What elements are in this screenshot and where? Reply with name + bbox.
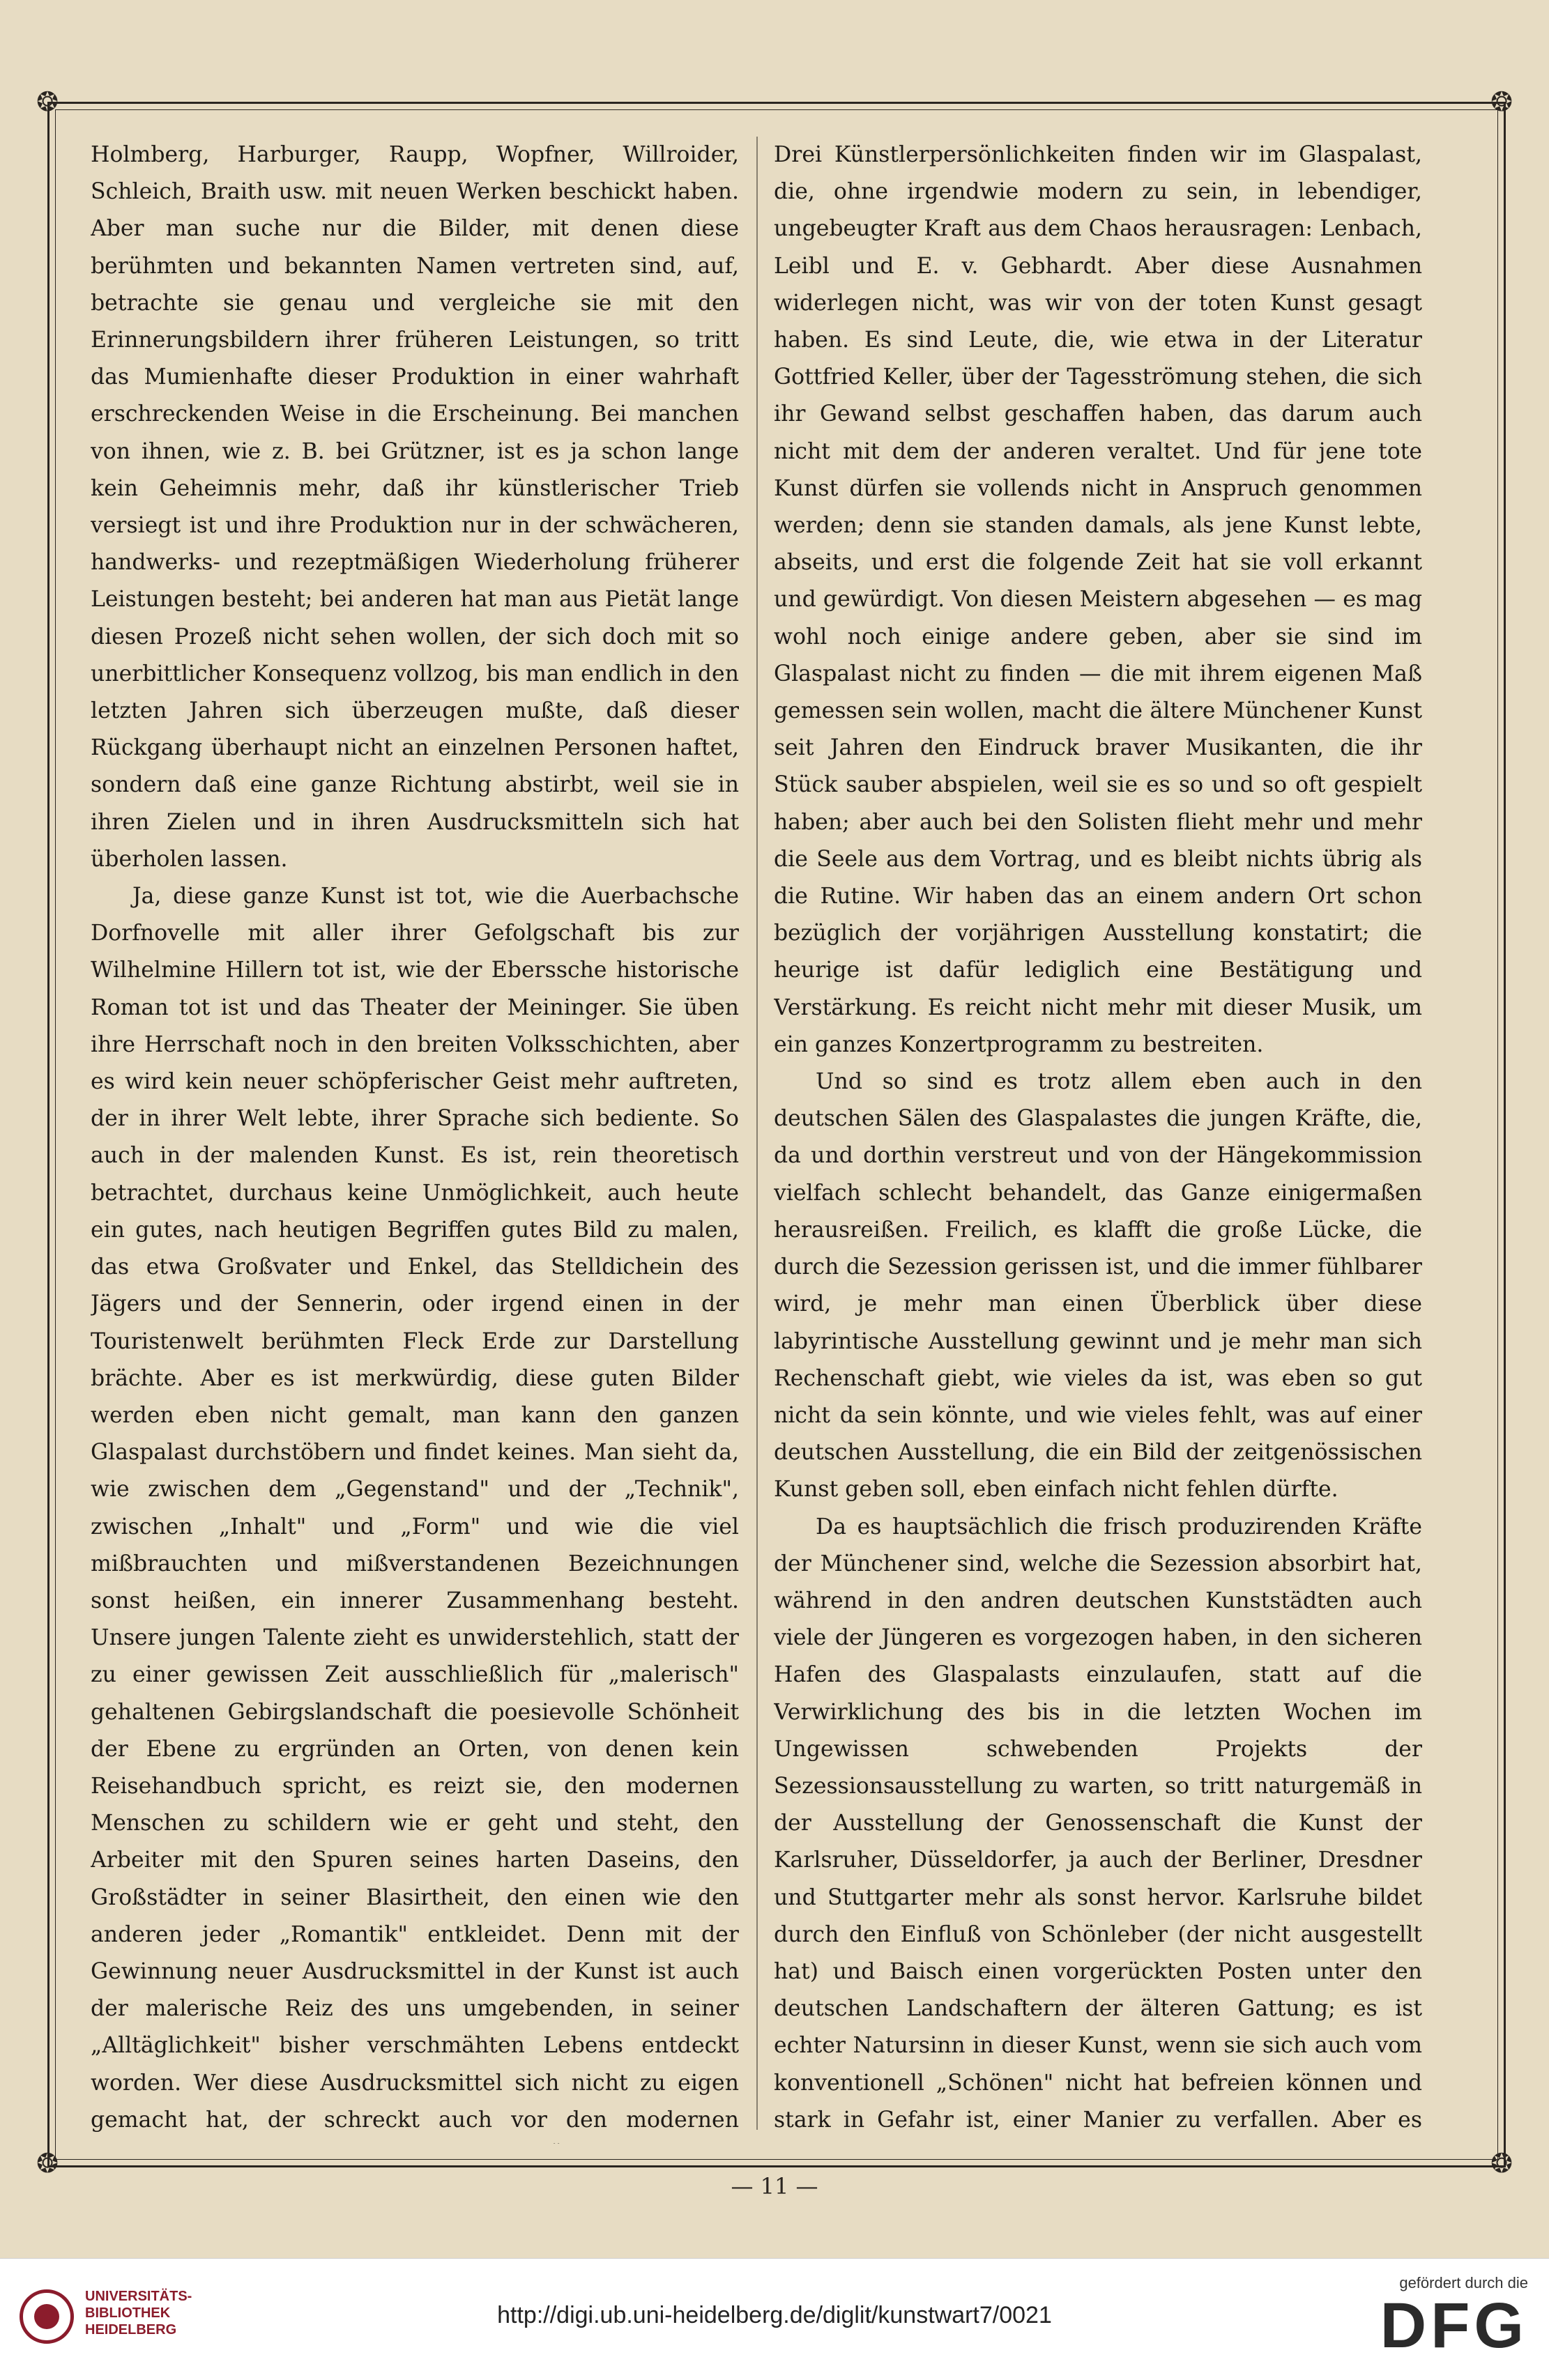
corner-ornament-icon: ❂ (1490, 2148, 1513, 2179)
paragraph: Holmberg, Harburger, Raupp, Wopfner, Willroider, Schleich, Braith usw. mit neuen Werken beschickt haben. Aber man suche nur die Bilder, mit denen diese berühmten und bekannten Namen vertreten sind, auf, betrachte sie genau und vergleiche sie mit den Erinnerungsbildern ihrer früheren Leistungen, so tritt das Mumienhafte dieser Produktion in einer wahrhaft erschreckenden Weise in die Erscheinung. Bei manchen von ihnen, wie z. B. bei Grützner, ist es ja schon lange kein Geheimnis mehr, daß ihr künstlerischer Trieb versiegt ist und ihre Produktion nur in der schwächeren, handwerks- und rezeptmäßigen Wiederholung früherer Leistungen besteht; bei anderen hat man aus Pietät lange diesen Prozeß nicht sehen wollen, der sich doch mit so unerbittlicher Konsequenz vollzog, bis man endlich in den letzten Jahren sich überzeugen mußte, daß dieser Rückgang überhaupt nicht an einzelnen Personen haftet, sondern daß eine ganze Richtung abstirbt, weil sie in ihren Zielen und in ihren Ausdrucksmitteln sich hat überholen lassen. (91, 142, 739, 872)
page-number: — 11 — (731, 2173, 818, 2199)
column-divider (756, 137, 758, 2130)
funding-caption: gefördert durch die (1399, 2274, 1528, 2291)
left-text-column (91, 137, 739, 2144)
library-name: UNIVERSITÄTS- BIBLIOTHEK HEIDELBERG (85, 2289, 192, 2337)
digitization-footer (0, 2258, 1549, 2380)
paragraph: Drei Künstlerpersönlichkeiten finden wir im Glaspalast, die, ohne irgendwie modern zu sein, in lebendiger, ungebeugter Kraft aus dem Chaos herausragen: Lenbach, Leibl und E. v. Gebhardt. Aber diese Ausnahmen widerlegen nicht, was wir von der toten Kunst gesagt haben. Es sind Leute, die, wie etwa in der Literatur Gottfried Keller, über der Tagesströmung stehen, die sich ihr Gewand selbst geschaffen haben, das darum auch nicht mit dem der anderen veraltet. Und für jene tote Kunst dürfen sie vollends nicht in Anspruch genommen werden; denn sie standen damals, als jene Kunst lebte, abseits, und erst die folgende Zeit hat sie voll erkannt und gewürdigt. Von diesen Meistern abgesehen — es mag wohl noch einige andere geben, aber sie sind im Glaspalast nicht zu finden — die mit ihrem eigenen Maß gemessen sein wollen, macht die ältere Münchener Kunst seit Jahren den Eindruck braver Musikanten, die ihr Stück sauber abspielen, weil sie es so und so oft gespielt haben; aber auch bei den Solisten flieht mehr und mehr die Seele aus dem Vortrag, und es bleibt nichts übrig als die Rutine. Wir haben das an einem andern Ort schon bezüglich der vorjährigen Ausstellung konstatirt; die heurige ist dafür lediglich eine Bestätigung und Verstärkung. Es reicht nicht mehr mit dieser Musik, um ein ganzes Konzertprogramm zu bestreiten. (774, 142, 1422, 1057)
paragraph: Ja, diese ganze Kunst ist tot, wie die Auerbachsche Dorfnovelle mit aller ihrer Gefolgschaft bis zur Wilhelmine Hillern tot ist, wie der Eberssche historische Roman tot ist und das Theater der Meininger. Sie üben ihre Herrschaft noch in den breiten Volksschichten, aber es wird kein neuer schöpferischer Geist mehr auftreten, der in ihrer Welt lebte, ihrer Sprache sich bediente. So auch in der malenden Kunst. Es ist, rein theoretisch betrachtet, durchaus keine Unmöglichkeit, auch heute ein gutes, nach heutigen Begriffen gutes Bild zu malen, das etwa Großvater und Enkel, das Stelldichein des Jägers und der Sennerin, oder irgend einen in der Touristenwelt berühmten Fleck Erde zur Darstellung brächte. Aber es ist merkwürdig, diese guten Bilder werden eben nicht gemalt, man kann den ganzen Glaspalast durchstöbern und findet keines. Man sieht da, wie zwischen dem „Gegenstand" und der „Technik", zwischen „Inhalt" und „Form" und wie die viel mißbrauchten und mißverstandenen Bezeichnungen sonst heißen, ein innerer Zusammenhang besteht. Unsere jungen Talente zieht es unwiderstehlich, statt der zu einer gewissen Zeit ausschließlich für „malerisch" gehaltenen Gebirgslandschaft die poesievolle Schönheit der Ebene zu ergründen an Orten, von denen kein Reisehandbuch spricht, es reizt sie, den modernen Menschen zu schildern wie er geht und steht, den Arbeiter mit den Spuren seines harten Daseins, den Großstädter in seiner Blasirtheit, den einen wie den anderen jeder „Romantik" entkleidet. Denn mit der Gewinnung neuer Ausdrucksmittel in der Kunst ist auch der malerische Reiz des uns umgebenden, in seiner „Alltäglichkeit" bisher verschmähten Lebens entdeckt worden. Wer diese Ausdrucksmittel sich nicht zu eigen gemacht hat, der schreckt auch vor den modernen (91, 884, 739, 2133)
corner-ornament-icon: ❂ (36, 86, 59, 117)
corner-ornament-icon: ❂ (36, 2148, 59, 2179)
right-text-column (774, 137, 1422, 2144)
corner-ornament-icon: ❂ (1490, 86, 1513, 117)
funder-block[interactable] (1380, 2274, 1528, 2359)
source-url-link[interactable]: http://digi.ub.uni-heidelberg.de/diglit/kunstwart7/0021 (497, 2302, 1052, 2328)
dfg-logo: DFG (1380, 2290, 1528, 2361)
paragraph: Da es hauptsächlich die frisch produzirenden Kräfte der Münchener sind, welche die Sezession absorbirt hat, während in den andren deutschen Kunststädten auch viele der Jüngeren es vorgezogen haben, in den sicheren Hafen des Glaspalasts einzulaufen, statt auf die Verwirklichung des bis in die letzten Wochen im Ungewissen schwebenden Projekts der Sezessionsausstellung zu warten, so tritt naturgemäß in der Ausstellung der Genossenschaft die Kunst der Karlsruher, Düsseldorfer, ja auch der Berliner, Dresdner und Stuttgarter mehr als sonst hervor. Karlsruhe bildet durch den Einfluß von Schönleber (der nicht ausgestellt hat) und Baisch einen vorgerückten Posten unter den deutschen Landschaftern der älteren Gattung; es ist echter Natursinn in dieser Kunst, wenn sie sich auch vom konventionell „Schönen" nicht hat befreien können und stark in Gefahr ist, einer Manier zu verfallen. Aber es (774, 1514, 1422, 2133)
paragraph: Und so sind es trotz allem eben auch in den deutschen Sälen des Glaspalastes die jungen Kräfte, die, da und dorthin verstreut und von der Hängekommission vielfach schlecht behandelt, das Ganze einigermaßen herausreißen. Freilich, es klafft die große Lücke, die durch die Sezession gerissen ist, und die immer fühlbarer wird, je mehr man einen Überblick über diese labyrintische Ausstellung gewinnt und je mehr man sich Rechenschaft giebt, wie vieles da ist, was eben so gut nicht da sein könnte, und wie vieles fehlt, was auf einer deutschen Ausstellung, die ein Bild der zeitgenössischen Kunst geben soll, eben einfach nicht fehlen dürfte. (774, 1069, 1422, 1503)
